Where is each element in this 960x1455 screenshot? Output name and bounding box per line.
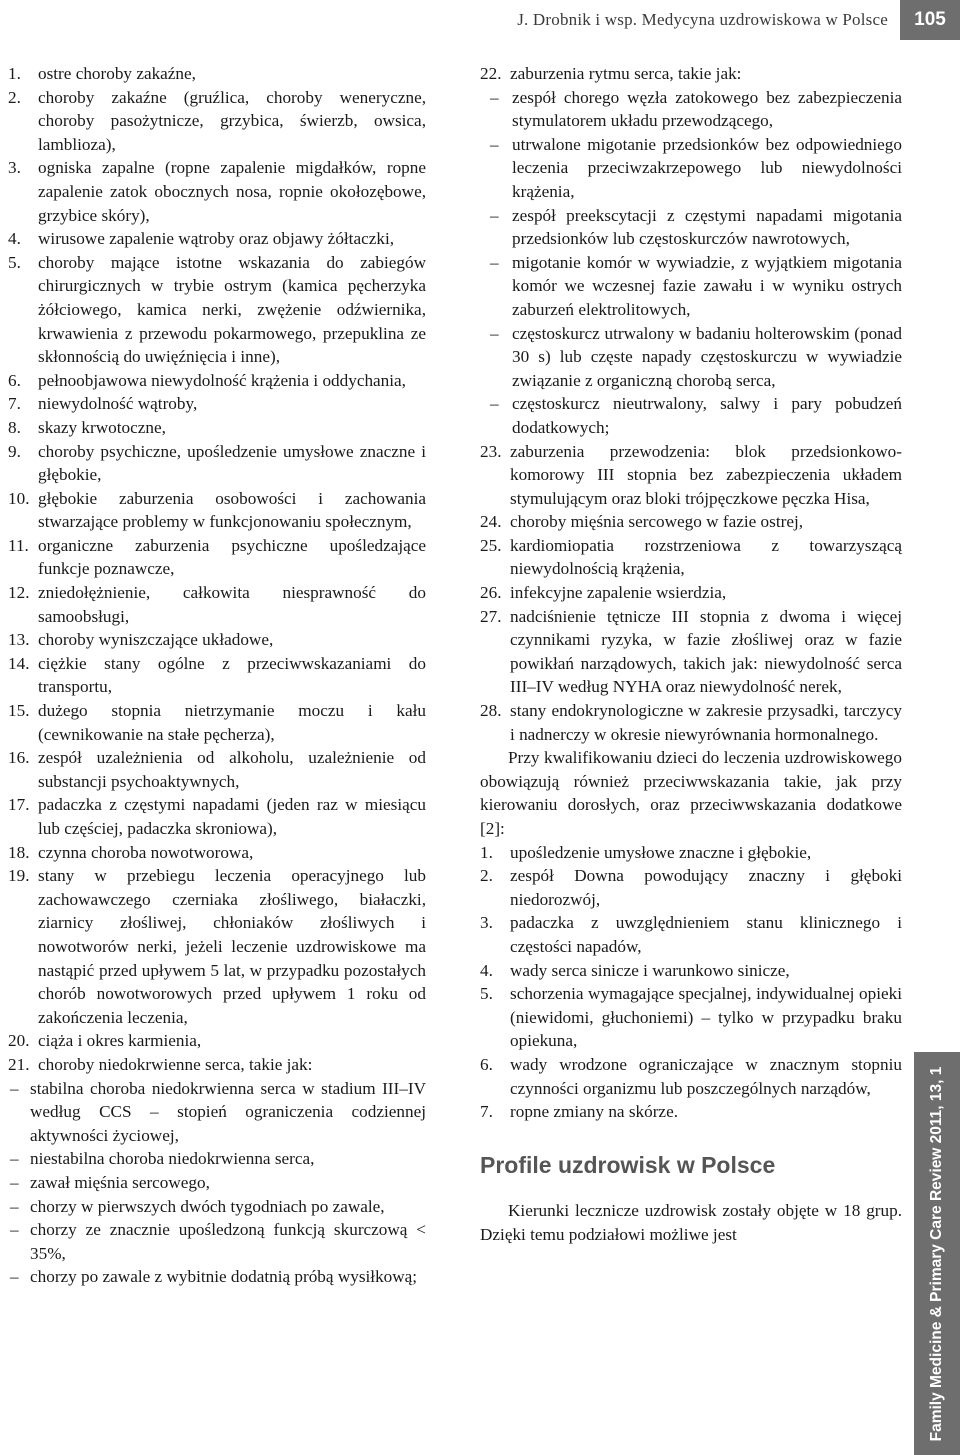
list-item-number: 27. [480,606,502,626]
list-item [8,628,426,652]
list-item-number: 23. [480,441,502,461]
list-item-number: 6. [8,370,21,390]
list-item-number: 13. [8,630,30,650]
item21-sublist [0,1077,426,1289]
list-item-text: zaburzenia przewodzenia: blok przedsionkowo-komorowy III stopnia bez zabezpieczenia układem stymulującym oraz bloki trójpęczkowe pęczka Hisa, [510,441,902,508]
list-item-text: ostre choroby zakaźne, [38,64,196,83]
list-item [8,1053,426,1077]
list-item [480,510,902,534]
list-item-number: 2. [8,87,21,107]
list-item [480,1053,902,1100]
list-item-text: skazy krwotoczne, [38,417,166,437]
list-item-text: choroby mięśnia sercowego w fazie ostrej, [510,512,804,532]
contraindications-list-continued-2 [480,440,902,747]
list-item-number: 10. [8,488,30,508]
list-item-text: choroby wyniszczające układowe, [38,630,274,650]
dash-item: – chorzy po zawale z wybitnie dodatnią próbą wysiłkową; [0,1265,426,1289]
list-item-text: zespół uzależnienia od alkoholu, uzależnienie od substancji psychoaktywnych, [38,748,426,791]
list-item [8,699,426,746]
list-item [8,62,426,86]
list-item [8,487,426,534]
journal-title: Family Medicine & Primary Care Review 2011, 13, 1 [928,1066,945,1441]
list-item-text: choroby zakaźne (gruźlica, choroby weneryczne, choroby pasożytnicze, grzybica, świerzb, owsica, lamblioza), [38,87,426,154]
list-item-number: 2. [480,866,493,886]
list-item-number: 6. [480,1054,493,1074]
list-item-text: wady wrodzone ograniczające w znacznym stopniu czynności organizmu lub poszczególnych narządów, [510,1054,902,1098]
dash-item: – niestabilna choroba niedokrwienna serca, [0,1147,426,1171]
list-item [480,605,902,699]
list-item-number: 12. [8,583,30,603]
list-item [8,416,426,440]
list-item-text: nadciśnienie tętnicze III stopnia z dwoma i więcej czynnikami ryzyka, w fazie złośliwej oraz w fazie powikłań narządowych, takich jak: niewydolność serca III–IV według NYHA oraz niewydolność nerek, [510,606,902,697]
list-item-number: 17. [8,795,30,815]
children-paragraph: Przy kwalifikowaniu dzieci do leczenia uzdrowiskowego obowiązują również przeciwwskazania takie, jak przy kierowaniu dorosłych, oraz przeciwwskazania dodatkowe [2]: [480,748,902,838]
right-column [480,62,902,1247]
children-contraindications-list [480,841,902,1124]
list-item-text: choroby mające istotne wskazania do zabiegów chirurgicznych w trybie ostrym (kamica pęcherzyka żółciowego, kamica nerki, zwężenie odźwiernika, krwawienia z przewodu pokarmowego, przepuklina ze skłonnością do uwięźnięcia i inne), [38,252,426,367]
dash-item: – zawał mięśnia sercowego, [0,1171,426,1195]
list-item-text: choroby psychiczne, upośledzenie umysłowe znaczne i głębokie, [38,441,426,485]
dash-item: – chorzy ze znacznie upośledzoną funkcją skurczową < 35%, [0,1218,426,1265]
list-item-number: 4. [8,229,21,249]
section-paragraph: Kierunki lecznicze uzdrowisk zostały objęte w 18 grup. Dzięki temu podziałowi możliwe jest [480,1201,902,1244]
list-item-text: padaczka z uwzględnieniem stanu klinicznego i częstości napadów, [510,913,902,956]
list-item-number: 4. [480,960,493,980]
list-item-number: 25. [480,535,502,555]
list-item-text: ogniska zapalne (ropne zapalenie migdałków, ropne zapalenie zatok obocznych nosa, ropnie okołozębowe, grzybice skóry), [38,158,426,225]
list-item-number: 1. [8,64,21,83]
section-heading: Profile uzdrowisk w Polsce [480,1151,776,1178]
list-item [480,841,902,865]
list-item [480,1100,902,1124]
list-item [480,959,902,983]
list-item-number: 20. [8,1031,30,1051]
dash-item: – stabilna choroba niedokrwienna serca w stadium III–IV według CCS – stopień ograniczenia codziennej aktywności życiowej, [0,1077,426,1148]
list-item [8,581,426,628]
list-item [8,369,426,393]
list-item-number: 9. [8,441,21,461]
contraindications-list [8,62,426,1077]
list-item [480,581,902,605]
dash-item: – migotanie komór w wywiadzie, z wyjątkiem migotania komór we wczesnej fazie zawału i w wyniku ostrych zaburzeń elektrolitowych, [480,251,902,322]
list-item-text: czynna choroba nowotworowa, [38,842,254,862]
list-item-text: ciężkie stany ogólne z przeciwwskazaniami do transportu, [38,653,426,697]
list-item-text: dużego stopnia nietrzymanie moczu i kału (cewnikowanie na stałe pęcherza), [38,701,426,744]
list-item [480,864,902,911]
list-item-number: 16. [8,748,30,768]
list-item-text: stany w przebiegu leczenia operacyjnego lub zachowawczego czerniaka złośliwego, białaczki, ziarnicy złośliwej, chłoniaków złośliwych i nowotworów nerki, jeżeli leczenie uzdrowiskowe ma nastąpić przed upływem 5 lat, w przypadku pozostałych chorób nowotworowych przed upływem 1 roku od zakończenia leczenia, [38,866,426,1027]
list-item-text: zespół Downa powodujący znaczny i głęboki niedorozwój, [510,866,902,909]
list-item [480,982,902,1053]
list-item-text: pełnoobjawowa niewydolność krążenia i oddychania, [38,370,406,390]
list-item [480,699,902,746]
list-item-number: 28. [480,701,502,721]
running-title: J. Drobnik i wsp. Medycyna uzdrowiskowa w Polsce [517,10,888,29]
list-item [8,1029,426,1053]
journal-sidebar [914,1052,960,1455]
list-item-text: padaczka z częstymi napadami (jeden raz w miesiącu lub częściej, padaczka skroniowa), [38,795,426,838]
list-item-text: infekcyjne zapalenie wsierdzia, [510,583,727,603]
list-item-number: 8. [8,417,21,437]
page-number: 105 [900,0,960,40]
list-item-number: 5. [480,984,493,1004]
list-item-text: głębokie zaburzenia osobowości i zachowania stwarzające problemy w funkcjonowaniu społecznym, [38,488,426,532]
list-item-text: kardiomiopatia rozstrzeniowa z towarzyszącą niewydolnością krążenia, [510,535,902,579]
list-item-number: 21. [8,1054,30,1074]
list-item-number: 24. [480,512,502,532]
dash-item: – utrwalone migotanie przedsionków bez odpowiedniego leczenia przeciwzakrzepowego lub niewydolności krążenia, [480,133,902,204]
list-item-number: 1. [480,842,493,862]
list-item-number: 11. [8,535,29,555]
list-item-text: stany endokrynologiczne w zakresie przysadki, tarczycy i nadnerczy w okresie niewyrównania hormonalnego. [510,701,902,744]
list-item [480,534,902,581]
list-item [8,251,426,369]
left-column [8,62,426,1289]
list-item-text: ropne zmiany na skórze. [510,1102,678,1122]
list-item-text: zaburzenia rytmu serca, takie jak: [510,64,742,83]
contraindications-list-continued [480,62,902,86]
list-item-number: 3. [8,158,21,178]
list-item-number: 3. [480,913,493,933]
list-item [8,746,426,793]
list-item-number: 5. [8,252,21,272]
running-header [0,0,960,44]
list-item-text: schorzenia wymagające specjalnej, indywidualnej opieki (niewidomi, głuchoniemi) – tylko w przypadku braku opiekuna, [510,984,902,1051]
list-item [480,911,902,958]
list-item-text: wirusowe zapalenie wątroby oraz objawy żółtaczki, [38,229,395,249]
list-item [8,652,426,699]
list-item-number: 7. [480,1102,493,1122]
list-item-number: 18. [8,842,30,862]
list-item [8,227,426,251]
list-item [8,156,426,227]
list-item [8,392,426,416]
list-item-number: 7. [8,394,21,414]
list-item [8,440,426,487]
list-item-text: upośledzenie umysłowe znaczne i głębokie, [510,842,812,862]
list-item [8,841,426,865]
list-item-number: 19. [8,866,30,886]
list-item-text: organiczne zaburzenia psychiczne upośledzające funkcje poznawcze, [38,535,426,579]
list-item-number: 22. [480,64,502,83]
list-item [8,86,426,157]
list-item [8,793,426,840]
list-item-text: ciąża i okres karmienia, [38,1031,202,1051]
list-item-text: niewydolność wątroby, [38,394,198,414]
list-item-text: wady serca sinicze i warunkowo sinicze, [510,960,790,980]
dash-item: – częstoskurcz utrwalony w badaniu holterowskim (ponad 30 s) lub częste napady częstoskurczu w wywiadzie związanie z organiczną chorobą serca, [480,322,902,393]
list-item [8,864,426,1029]
dash-item: – zespół preekscytacji z częstymi napadami migotania przedsionków lub częstoskurczów nawrotowych, [480,204,902,251]
item22-sublist [480,86,902,440]
list-item [8,534,426,581]
list-item [480,440,902,511]
list-item-number: 14. [8,653,30,673]
list-item-text: choroby niedokrwienne serca, takie jak: [38,1054,313,1074]
dash-item: – częstoskurcz nieutrwalony, salwy i pary pobudzeń dodatkowych; [480,392,902,439]
list-item-number: 15. [8,701,30,721]
dash-item: – zespół chorego węzła zatokowego bez zabezpieczenia stymulatorem układu przewodzącego, [480,86,902,133]
list-item-number: 26. [480,583,502,603]
list-item [480,62,902,86]
dash-item: – chorzy w pierwszych dwóch tygodniach po zawale, [0,1195,426,1219]
list-item-text: zniedołężnienie, całkowita niesprawność do samoobsługi, [38,583,426,626]
